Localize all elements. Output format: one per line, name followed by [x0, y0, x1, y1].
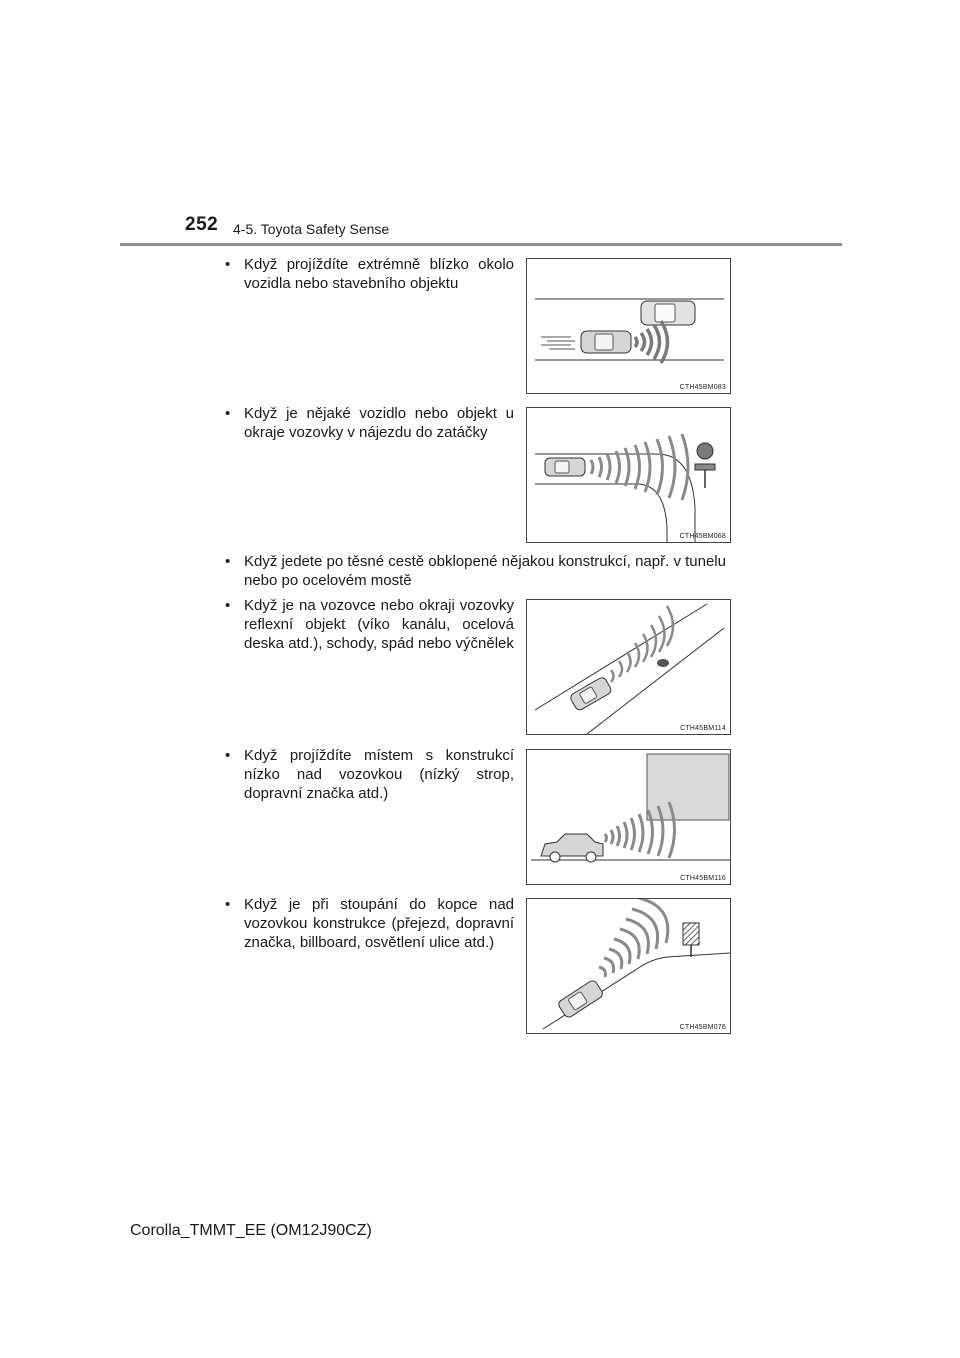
figure-low-structure: [526, 749, 731, 885]
list-item: [225, 255, 514, 293]
item-text: Když je na vozovce nebo okraji vozovky reflexní objekt (víko kanálu, ocelová deska atd.), schody, spád nebo výčnělek: [244, 597, 514, 652]
item-text: Když projíždíte extrémně blízko okolo vozidla nebo stavebního objektu: [244, 256, 514, 292]
illustration-close-passing: [527, 259, 730, 393]
list-item: [225, 596, 514, 653]
item-text: Když projíždíte místem s konstrukcí nízko nad vozovkou (nízký strop, dopravní značka atd.): [244, 747, 514, 802]
item-text: Když je nějaké vozidlo nebo objekt u okraje vozovky v nájezdu do zatáčky: [244, 405, 514, 441]
figure-close-vehicle: [526, 258, 731, 394]
illustration-curve-entry: [527, 408, 730, 542]
figure-code: CTH45BM116: [680, 875, 726, 882]
list-item: [225, 746, 514, 803]
figure-uphill-structure: [526, 898, 731, 1034]
figure-reflective-object: [526, 599, 731, 735]
header-divider: [120, 243, 842, 246]
bullet: •: [225, 553, 231, 570]
list-item: [225, 552, 745, 590]
figure-code: CTH45BM068: [679, 533, 726, 540]
figure-code: CTH45BM083: [679, 384, 726, 391]
item-text: Když je při stoupání do kopce nad vozovkou konstrukce (přejezd, dopravní značka, billboard, osvětlení ulice atd.): [244, 896, 514, 951]
bullet: •: [225, 405, 231, 422]
item-text: Když jedete po těsné cestě obklopené nějakou konstrukcí, např. v tunelu nebo po ocelovém mostě: [244, 553, 726, 589]
bullet: •: [225, 896, 231, 913]
bullet: •: [225, 597, 231, 614]
illustration-uphill-structure: [527, 899, 730, 1033]
list-item: [225, 404, 514, 442]
page-number: 252: [185, 214, 219, 235]
figure-code: CTH45BM114: [680, 725, 726, 732]
illustration-low-structure: [527, 750, 730, 884]
illustration-reflective-object: [527, 600, 730, 734]
section-title: 4-5. Toyota Safety Sense: [233, 221, 390, 237]
figure-code: CTH45BM076: [679, 1024, 726, 1031]
bullet: •: [225, 256, 231, 273]
bullet: •: [225, 747, 231, 764]
figure-curve-entry: [526, 407, 731, 543]
list-item: [225, 895, 514, 952]
footer-document-id: Corolla_TMMT_EE (OM12J90CZ): [130, 1222, 372, 1239]
